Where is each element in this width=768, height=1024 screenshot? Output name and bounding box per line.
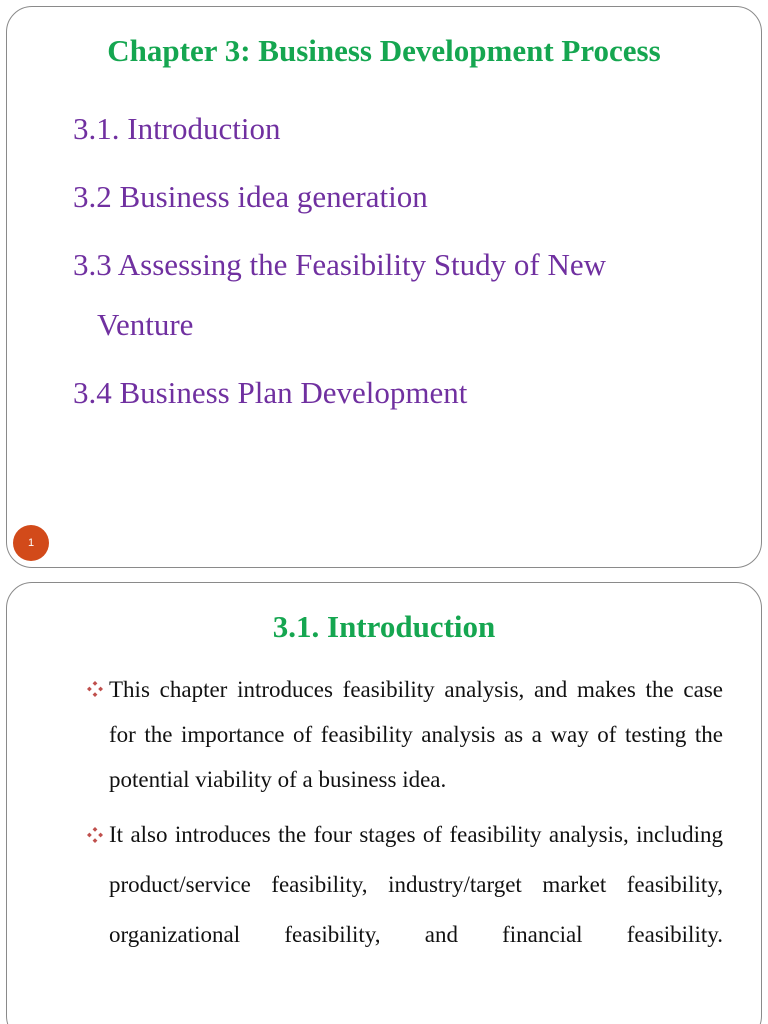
slide-2: [6, 582, 762, 1024]
bullet-text: This chapter introduces feasibility analysis, and makes the case for the importance of feasibility analysis as a way of testing the potential viability of a business idea.: [109, 677, 723, 792]
bullet-text: It also introduces the four stages of feasibility analysis, including product/service feasibility, industry/target market feasibility, organizational feasibility, and financial feasibility.: [109, 822, 723, 947]
four-diamond-bullet-icon: [87, 681, 103, 697]
slide-title: Chapter 3: Business Development Process: [107, 33, 661, 68]
toc-item-3-1: 3.1. Introduction: [73, 111, 281, 146]
four-diamond-bullet-icon: [87, 827, 103, 843]
toc-item-3-3-continued: Venture: [97, 307, 194, 342]
slide-1: [6, 6, 762, 568]
slide-title: 3.1. Introduction: [272, 609, 496, 644]
page-number-badge: 1: [13, 525, 49, 561]
bullet-item: [87, 667, 723, 802]
toc-item-3-2: 3.2 Business idea generation: [73, 179, 428, 214]
toc-item-3-4: 3.4 Business Plan Development: [73, 375, 468, 410]
bullet-item: [87, 810, 723, 960]
bullet-list: [87, 667, 723, 960]
toc-item-3-3: 3.3 Assessing the Feasibility Study of New: [73, 247, 607, 282]
